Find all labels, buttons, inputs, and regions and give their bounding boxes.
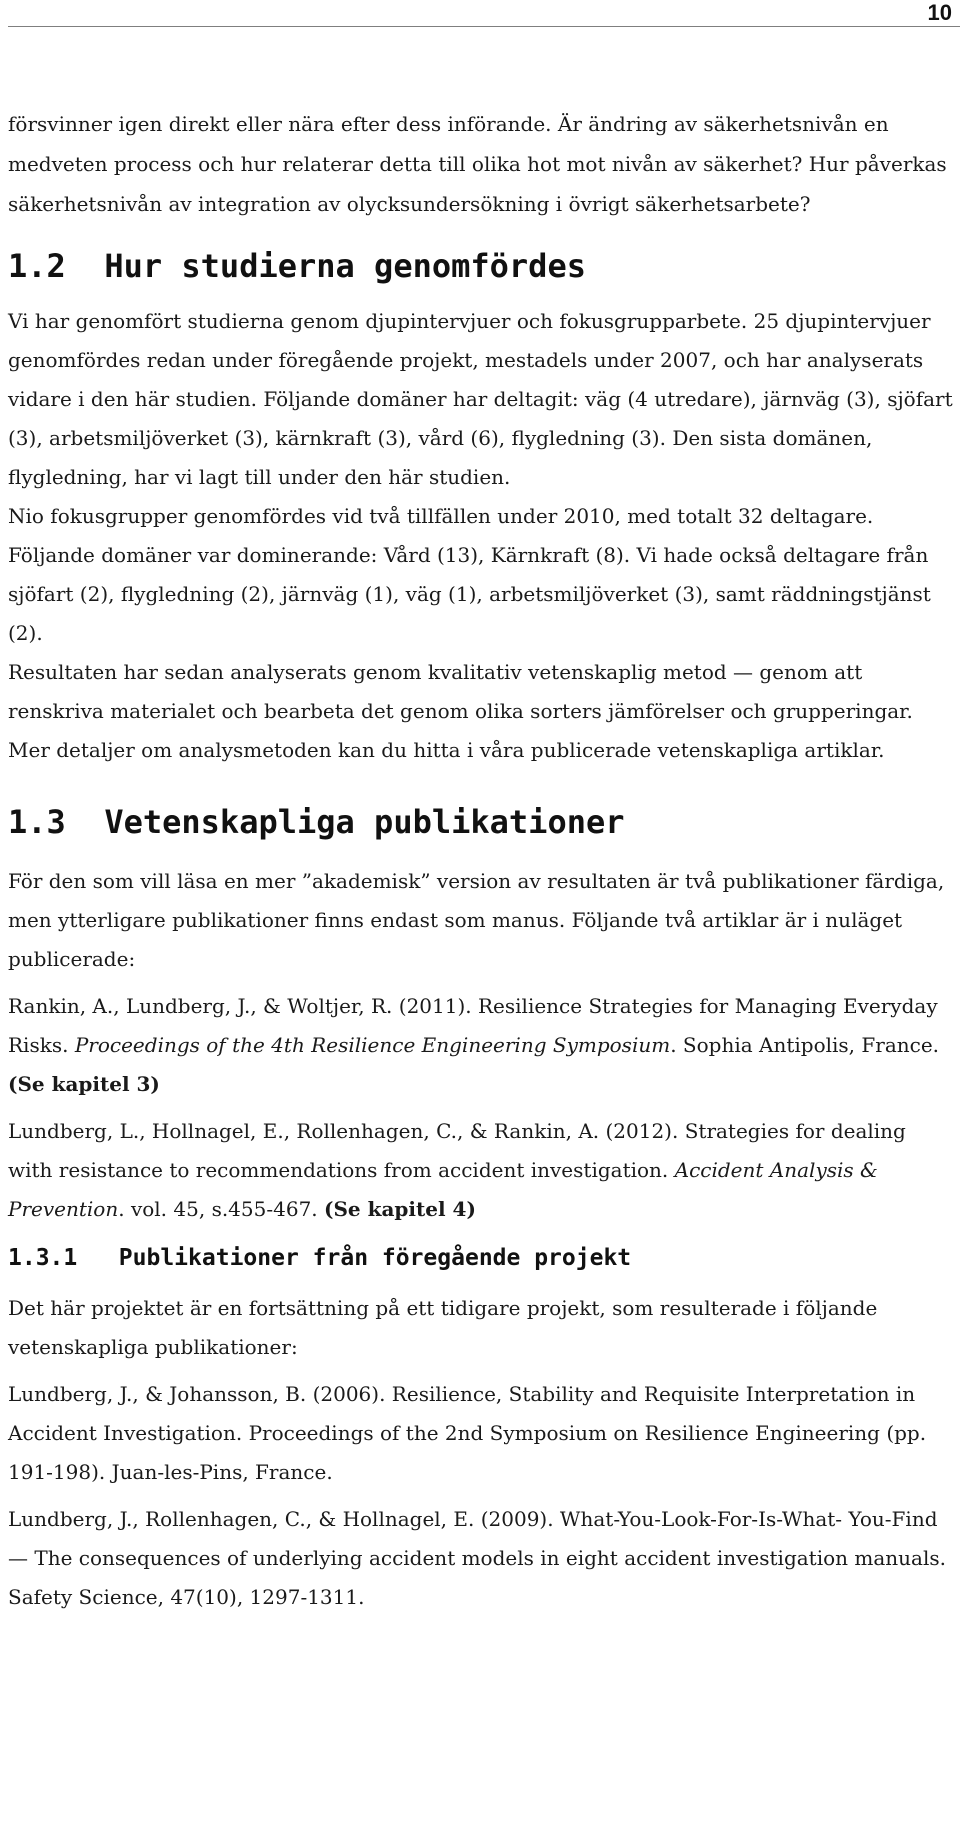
reference-venue: Proceedings of the 4th Resilience Engineering Symposium bbox=[74, 1033, 671, 1057]
reference-details: . vol. 45, s.455-467. bbox=[118, 1197, 325, 1221]
body-paragraph: Nio fokusgrupper genomfördes vid två tillfällen under 2010, med totalt 32 deltagare. Följande domäner var dominerande: Vård (13), Kärnkraft (8). Vi hade också deltagare från sjöfart (2), flygledning (2), järnväg (1), väg (1), arbetsmiljöverket (3), samt räddningstjänst (2). bbox=[8, 504, 931, 645]
reference-authors: Rankin, A., Lundberg, J., & Woltjer, R. (2011). Resilience Strategies for Managing Everyday Risks. bbox=[8, 994, 938, 1057]
reference-venue: Accident Analysis & Prevention bbox=[8, 1158, 878, 1221]
reference-entry bbox=[8, 1112, 956, 1229]
page-content bbox=[8, 104, 956, 1617]
section-number: 1.2 bbox=[8, 247, 66, 285]
section-heading-1-3 bbox=[8, 802, 956, 842]
reference-entry bbox=[8, 987, 956, 1104]
reference-chapter: (Se kapitel 3) bbox=[8, 1072, 160, 1096]
header-rule bbox=[8, 26, 960, 27]
body-paragraph: Det här projektet är en fortsättning på ett tidigare projekt, som resulterade i följande vetenskapliga publikationer: bbox=[8, 1296, 878, 1359]
reference-details: . Sophia Antipolis, France. bbox=[670, 1033, 940, 1057]
body-paragraph: För den som vill läsa en mer ”akademisk” version av resultaten är två publikationer färdiga, men ytterligare publikationer finns endast som manus. Följande två artiklar är i nuläget publicerade: bbox=[8, 869, 945, 971]
section-number: 1.3 bbox=[8, 803, 66, 841]
page-number: 10 bbox=[927, 0, 952, 25]
reference-authors: Lundberg, L., Hollnagel, E., Rollenhagen, C., & Rankin, A. (2012). Strategies for dealing with resistance to recommendations from accident investigation. bbox=[8, 1119, 906, 1182]
body-paragraph: Vi har genomfört studierna genom djupintervjuer och fokusgrupparbete. 25 djupintervjuer genomfördes redan under föregående projekt, mestadels under 2007, och har analyserats vidare i den här studien. Följande domäner har deltagit: väg (4 utredare), järnväg (3), sjöfart (3), arbetsmiljöverket (3), kärnkraft (3), vård (6), flygledning (3). Den sista domänen, flygledning, har vi lagt till under den här studien. bbox=[8, 309, 953, 489]
intro-paragraph: försvinner igen direkt eller nära efter dess införande. Är ändring av säkerhetsnivån en medveten process och hur relaterar detta till olika hot mot nivån av säkerhet? Hur påverkas säkerhetsnivån av integration av olycksundersökning i övrigt säkerhetsarbete? bbox=[8, 112, 947, 216]
reference-chapter: (Se kapitel 4) bbox=[324, 1197, 476, 1221]
reference-entry: Lundberg, J., Rollenhagen, C., & Hollnagel, E. (2009). What-You-Look-For-Is-What- You-Find — The consequences of underlying accident models in eight accident investigation manuals. Safety Science, 47(10), 1297-1311. bbox=[8, 1507, 946, 1609]
section-heading-1-2 bbox=[8, 246, 956, 286]
section-heading-1-3-1 bbox=[8, 1243, 956, 1273]
body-paragraph: Resultaten har sedan analyserats genom kvalitativ vetenskaplig metod — genom att renskriva materialet och bearbeta det genom olika sorters jämförelser och grupperingar. Mer detaljer om analysmetoden kan du hitta i våra publicerade vetenskapliga artiklar. bbox=[8, 660, 913, 762]
reference-entry: Lundberg, J., & Johansson, B. (2006). Resilience, Stability and Requisite Interpretation in Accident Investigation. Proceedings of the 2nd Symposium on Resilience Engineering (pp. 191-198). Juan-les-Pins, France. bbox=[8, 1382, 927, 1484]
section-number: 1.3.1 bbox=[8, 1245, 78, 1271]
section-title: Hur studierna genomfördes bbox=[104, 247, 586, 285]
section-title: Publikationer från föregående projekt bbox=[118, 1245, 632, 1271]
section-title: Vetenskapliga publikationer bbox=[104, 803, 625, 841]
